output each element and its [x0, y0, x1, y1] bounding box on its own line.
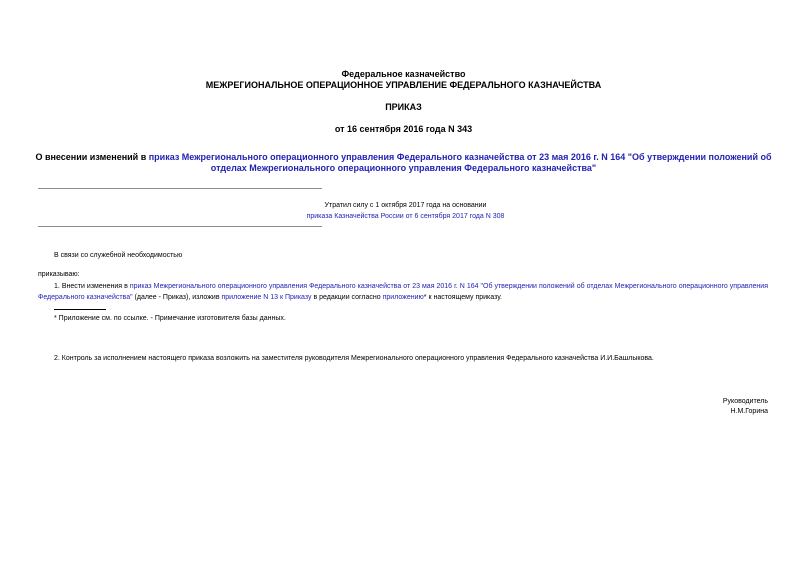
signature-position: Руководитель: [722, 398, 768, 405]
department-name: МЕЖРЕГИОНАЛЬНОЕ ОПЕРАЦИОННОЕ УПРАВЛЕНИЕ ФЕДЕРАЛЬНОГО КАЗНАЧЕЙСТВА: [205, 80, 602, 90]
p1-link-appendix-13[interactable]: приложение N 13 к Приказу: [221, 294, 312, 301]
status-link-order-308[interactable]: приказа Казначейства России от 6 сентября 2017 года N 308: [306, 213, 505, 220]
separator-bottom: [38, 226, 322, 227]
status-line: Утратил силу с 1 октября 2017 года на основании: [324, 202, 487, 209]
document-date-number: от 16 сентября 2016 года N 343: [334, 124, 473, 134]
title-prefix: О внесении изменений в: [35, 152, 149, 162]
p1-text-d: * к настоящему приказу.: [423, 294, 502, 301]
p1-link-appendix[interactable]: приложению: [382, 294, 424, 301]
agency-name: Федеральное казначейство: [341, 69, 466, 79]
order-word: приказываю:: [38, 271, 80, 278]
p1-text-a: 1. Внести изменения в: [54, 283, 130, 290]
footnote-rule: [54, 309, 106, 310]
separator-top: [38, 188, 322, 189]
document-title: [30, 152, 777, 174]
p1-text-c: в редакции согласно: [311, 294, 383, 301]
p1-link-order-164[interactable]: приказ Межрегионального операционного управления Федерального казначейства от 23 мая 2016 г. N 164 "Об утверждении положений об отделах Межрегионального операционного управления Федерального казначейства": [38, 283, 768, 301]
signature-name: Н.М.Горина: [730, 408, 768, 415]
paragraph-2: 2. Контроль за исполнением настоящего приказа возложить на заместителя руководителя Межрегионального операционного управления Федерального казначейства И.И.Башлыкова.: [54, 355, 654, 362]
intro-text: В связи со служебной необходимостью: [54, 252, 183, 259]
paragraph-1: [38, 281, 768, 303]
document-type: ПРИКАЗ: [385, 102, 422, 112]
title-link-order-164[interactable]: приказ Межрегионального операционного управления Федерального казначейства от 23 мая 2016 г. N 164 "Об утверждении положений об отделах Межрегионального операционного управления Федерального казначейства": [148, 152, 772, 173]
footnote-text: * Приложение см. по ссылке. - Примечание изготовителя базы данных.: [54, 315, 286, 322]
p1-text-b: (далее - Приказ), изложив: [132, 294, 222, 301]
